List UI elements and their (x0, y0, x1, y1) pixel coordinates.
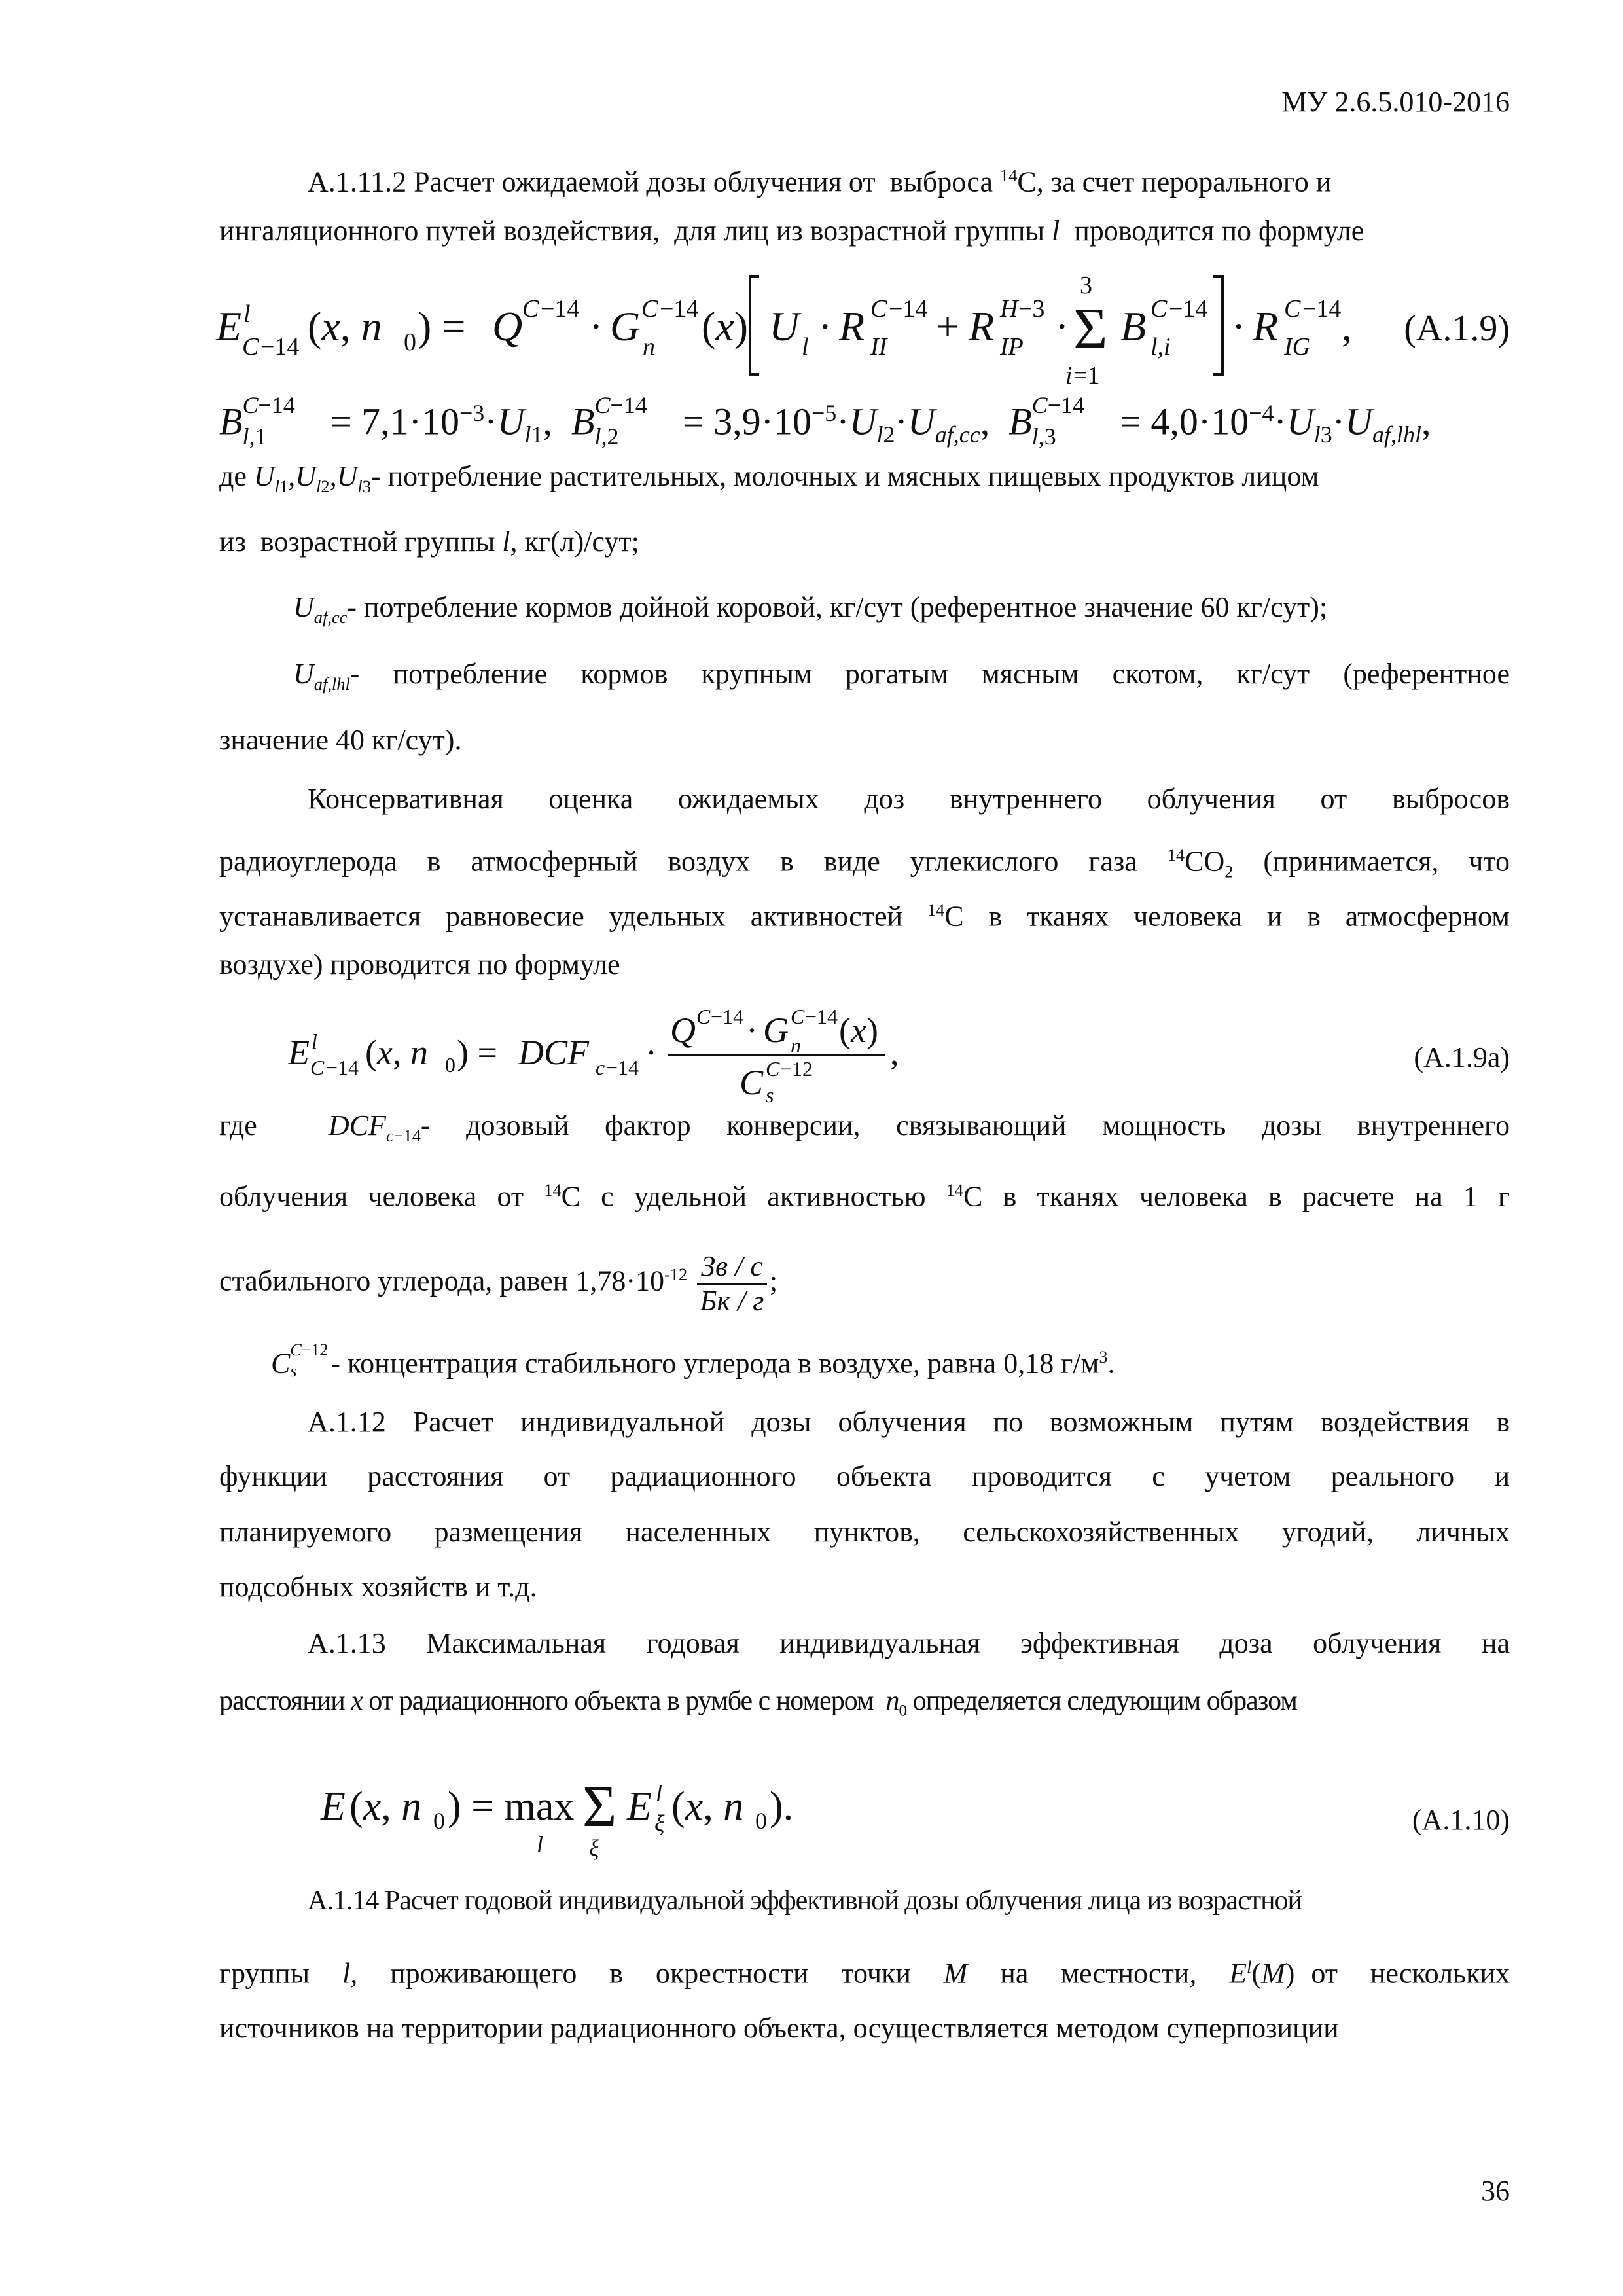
svg-text:−12: −12 (780, 1057, 813, 1081)
equation-a19a-label: (А.1.9а) (1414, 1041, 1510, 1073)
svg-text:−14: −14 (606, 1056, 639, 1079)
p-a112-line1: А.1.12 Расчет индивидуальной дозы облучения по возможным путям воздействия в (308, 1406, 1510, 1438)
p-dcf-line2: облучения человека от $^{14}$С с удельной активностью $^{14}$С в тканях человека в расчете на 1 г (219, 1180, 1510, 1213)
svg-text:E: E (288, 1033, 310, 1072)
def-u-line2: из возрастной группы l, кг(л)/сут; (219, 526, 639, 558)
svg-text:0: 0 (404, 329, 416, 356)
svg-text:Σ: Σ (1073, 296, 1108, 361)
svg-text:).: ). (770, 1784, 794, 1829)
svg-text:H: H (1000, 295, 1018, 323)
svg-text:l: l (243, 300, 251, 328)
svg-text:l: l (537, 1831, 544, 1857)
svg-text:·: · (589, 303, 603, 350)
svg-text:G: G (610, 303, 641, 350)
svg-text:DCF: DCF (518, 1033, 589, 1072)
svg-text:0: 0 (445, 1053, 455, 1077)
p-a114-line1: А.1.14 Расчет годовой индивидуальной эффективной дозы облучения лица из возрастной (308, 1886, 1302, 1916)
svg-text:(x, n: (x, n (349, 1784, 422, 1829)
svg-text:C: C (522, 295, 539, 323)
svg-text:R: R (1253, 303, 1279, 350)
equation-a110 (314, 1761, 838, 1872)
p-a112-line4: подсобных хозяйств и т.д. (219, 1571, 537, 1603)
svg-text:=1: =1 (1073, 362, 1100, 389)
p-cs-line1: C C−12 s - концентрация стабильного углерода в воздухе, равна 0,18 $г/м^3$. (271, 1340, 1115, 1380)
svg-text:·: · (746, 1011, 758, 1050)
equation-a19a (288, 995, 1270, 1106)
svg-text:−14: −14 (260, 333, 300, 361)
svg-text:(x, n: (x, n (308, 303, 382, 350)
svg-text:l: l (656, 1780, 663, 1806)
svg-text:(x, n: (x, n (671, 1784, 744, 1829)
svg-text:C: C (242, 333, 259, 361)
svg-text:C: C (766, 1057, 780, 1081)
svg-text:−14: −14 (660, 295, 699, 323)
svg-text:IP: IP (1000, 333, 1024, 361)
svg-text:0: 0 (755, 1808, 767, 1834)
equation-a19-label: (А.1.9) (1404, 308, 1510, 349)
svg-text:n: n (643, 333, 655, 361)
svg-text:C: C (870, 295, 887, 323)
svg-text:c: c (596, 1056, 605, 1079)
svg-text:·: · (645, 1033, 657, 1072)
svg-text:) = max: ) = max (448, 1784, 575, 1829)
svg-text:R: R (969, 303, 995, 350)
svg-text:Q: Q (670, 1011, 696, 1050)
svg-text:−14: −14 (541, 295, 580, 323)
svg-text:G: G (763, 1011, 789, 1050)
svg-text:IG: IG (1284, 333, 1311, 361)
svg-text:i: i (1065, 362, 1073, 389)
def-uafhl-line1: $U_{af,lhl}-$ потребление кормов крупным рогатым мясным скотом, кг/сут (референтное (293, 658, 1510, 694)
paragraph-a1112-line1: А.1.11.2 Расчет ожидаемой дозы облучения от выброса $^{14}$С, за счет перорального и (308, 166, 1332, 198)
svg-text:−14: −14 (326, 1056, 359, 1079)
svg-text:C: C (791, 1005, 805, 1028)
page-number: 36 (1481, 2175, 1510, 2207)
svg-text:U: U (769, 303, 800, 350)
def-uafcc: $U_{af,cc}-$ потребление кормов дойной коровой, кг/сут (референтное значение 60 кг/сут); (293, 591, 1328, 627)
svg-text:−3: −3 (1018, 295, 1045, 323)
svg-text:R: R (839, 303, 865, 350)
svg-text:E: E (321, 1784, 346, 1829)
svg-text:,: , (1342, 303, 1352, 350)
p-conserv-line2: радиоуглерода в атмосферный воздух в виде углекислого газа $^{14}CO_2$ (принимается, что (219, 845, 1510, 882)
svg-text:C: C (740, 1063, 764, 1102)
def-uafhl-line2: значение 40 кг/сут). (219, 724, 462, 756)
p-dcf-line1: где $DCF_{c-14}-$ дозовый фактор конверсии, связывающий мощность дозы внутреннего (219, 1109, 1510, 1145)
p-a113-line2: расстоянии x от радиационного объекта в румбе с номером $n_0$ определяется следующим образом (219, 1686, 1297, 1720)
svg-text:·: · (1055, 303, 1069, 350)
p-a113-line1: А.1.13 Максимальная годовая индивидуальная эффективная доза облучения на (308, 1627, 1510, 1659)
p-conserv-line1: Консервативная оценка ожидаемых доз внутреннего облучения от выбросов (308, 783, 1510, 815)
svg-text:s: s (766, 1083, 774, 1106)
p-a114-line2: группы l, проживающего в окрестности точки M на местности, $E^l(M)$ от нескольких (219, 1957, 1510, 1990)
svg-text:n: n (791, 1033, 801, 1057)
svg-text:C: C (310, 1056, 325, 1079)
svg-text:II: II (870, 333, 887, 361)
equation-a19 (209, 262, 1518, 393)
paragraph-a1112-line2: ингаляционного путей воздействия, для лиц из возрастной группы l проводится по формуле (219, 215, 1364, 247)
svg-text:3: 3 (1080, 272, 1092, 299)
svg-text:,: , (890, 1033, 899, 1072)
svg-text:C: C (1150, 295, 1168, 323)
svg-text:) =: ) = (457, 1033, 497, 1072)
svg-text:) =: ) = (418, 303, 466, 350)
svg-text:(x): (x) (839, 1011, 878, 1050)
svg-text:−14: −14 (889, 295, 928, 323)
svg-text:l: l (802, 333, 809, 361)
svg-text:+: + (936, 303, 960, 350)
svg-text:(x, n: (x, n (365, 1033, 428, 1072)
svg-text:−14: −14 (711, 1005, 744, 1028)
svg-text:−14: −14 (1169, 295, 1208, 323)
def-u-line1: де $U_{l1},U_{l2},U_{l3}-$ потребление растительных, молочных и мясных пищевых продуктов лицом (219, 460, 1319, 496)
p-dcf-line3: стабильного углерода, равен $1,78\cdot 10^{-12}$ Зв / с Бк / г ; (219, 1250, 778, 1317)
p-a112-line2: функции расстояния от радиационного объекта проводится с учетом реального и (219, 1460, 1510, 1492)
equation-a110-label: (А.1.10) (1412, 1804, 1510, 1836)
svg-text:−14: −14 (1302, 295, 1342, 323)
b-coefficients-formula: B C−14 l,1 = $7,1\cdot 10^{-3}\cdot U_{l1}$, B C−14 l,2 = $3,9\cdot 10^{-5}\cdot U_{l2}\cdot U_{af,cc}$, B C−14 l,3 = $4,0\cdot 10^{-4}\cdot U_{l3}\cdot U_{af,lhl}$, (219, 392, 1431, 450)
svg-text:·: · (1232, 303, 1246, 350)
document-code: МУ 2.6.5.010-2016 (1281, 86, 1510, 118)
svg-text:B: B (1120, 303, 1147, 350)
svg-text:C: C (641, 295, 658, 323)
svg-text:−14: −14 (805, 1005, 838, 1028)
svg-text:E: E (216, 303, 242, 350)
svg-text:Q: Q (492, 303, 523, 350)
svg-text:l,i: l,i (1150, 333, 1171, 361)
p-conserv-line3: устанавливается равновесие удельных активностей $^{14}$С в тканях человека и в атмосферном (219, 900, 1510, 933)
svg-text:(x): (x) (702, 303, 749, 350)
p-conserv-line4: воздухе) проводится по формуле (219, 948, 620, 980)
svg-text:ξ: ξ (589, 1835, 599, 1861)
svg-text:ξ: ξ (654, 1810, 665, 1837)
p-a112-line3: планируемого размещения населенных пунктов, сельскохозяйственных угодий, личных (219, 1516, 1510, 1548)
svg-text:C: C (1284, 295, 1301, 323)
svg-text:C: C (696, 1005, 711, 1028)
svg-text:E: E (627, 1784, 652, 1829)
svg-text:l: l (312, 1030, 317, 1053)
svg-text:Σ: Σ (582, 1774, 617, 1839)
svg-text:0: 0 (433, 1808, 445, 1834)
svg-text:·: · (818, 303, 832, 350)
p-a114-line3: источников на территории радиационного объекта, осуществляется методом суперпозиции (219, 2012, 1339, 2044)
